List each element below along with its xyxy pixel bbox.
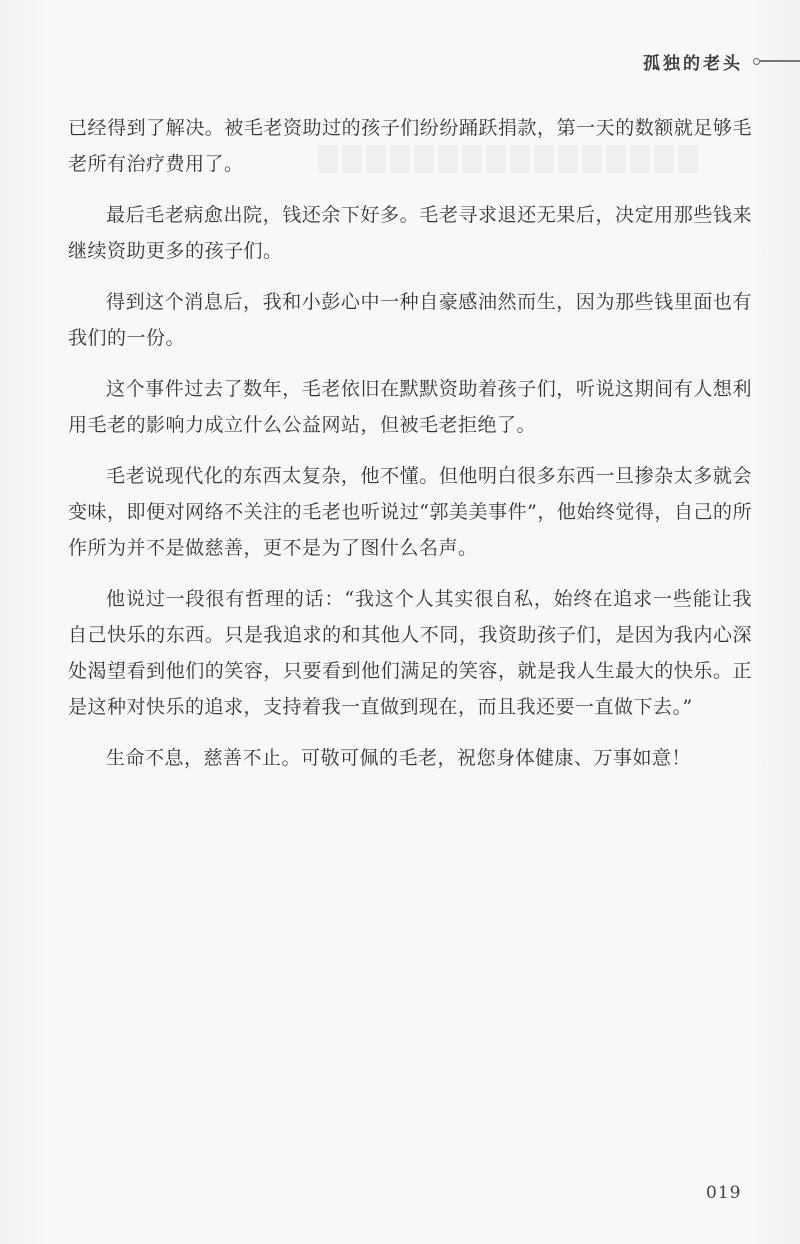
paragraph: 最后毛老病愈出院，钱还余下好多。毛老寻求退还无果后，决定用那些钱来继续资助更多的孩子们。 bbox=[68, 204, 752, 262]
body-text bbox=[68, 110, 752, 791]
paragraph: 得到这个消息后，我和小彭心中一种自豪感油然而生，因为那些钱里面也有我们的一份。 bbox=[68, 291, 752, 349]
paragraph: 这个事件过去了数年，毛老依旧在默默资助着孩子们，听说这期间有人想利用毛老的影响力成立什么公益网站，但被毛老拒绝了。 bbox=[68, 378, 752, 436]
chapter-title: 孤独的老头 bbox=[643, 53, 743, 74]
header-ornament-circle-icon bbox=[753, 58, 760, 65]
paragraph: 他说过一段很有哲理的话：“我这个人其实很自私，始终在追求一些能让我自己快乐的东西。只是我追求的和其他人不同，我资助孩子们，是因为我内心深处渴望看到他们的笑容，只要看到他们满足的笑容，就是我人生最大的快乐。正是这种对快乐的追求，支持着我一直做到现在，而且我还要一直做下去。” bbox=[68, 588, 752, 718]
header-ornament-line bbox=[760, 60, 800, 62]
paragraph: 毛老说现代化的东西太复杂，他不懂。但他明白很多东西一旦掺杂太多就会变味，即便对网络不关注的毛老也听说过“郭美美事件”，他始终觉得，自己的所作所为并不是做慈善，更不是为了图什么名声。 bbox=[68, 465, 752, 559]
paragraph: 已经得到了解决。被毛老资助过的孩子们纷纷踊跃捐款，第一天的数额就足够毛老所有治疗费用了。 bbox=[68, 117, 752, 175]
page-number: 019 bbox=[706, 1183, 742, 1203]
paragraph: 生命不息，慈善不止。可敬可佩的毛老，祝您身体健康、万事如意！ bbox=[106, 747, 692, 769]
running-header bbox=[643, 47, 800, 75]
